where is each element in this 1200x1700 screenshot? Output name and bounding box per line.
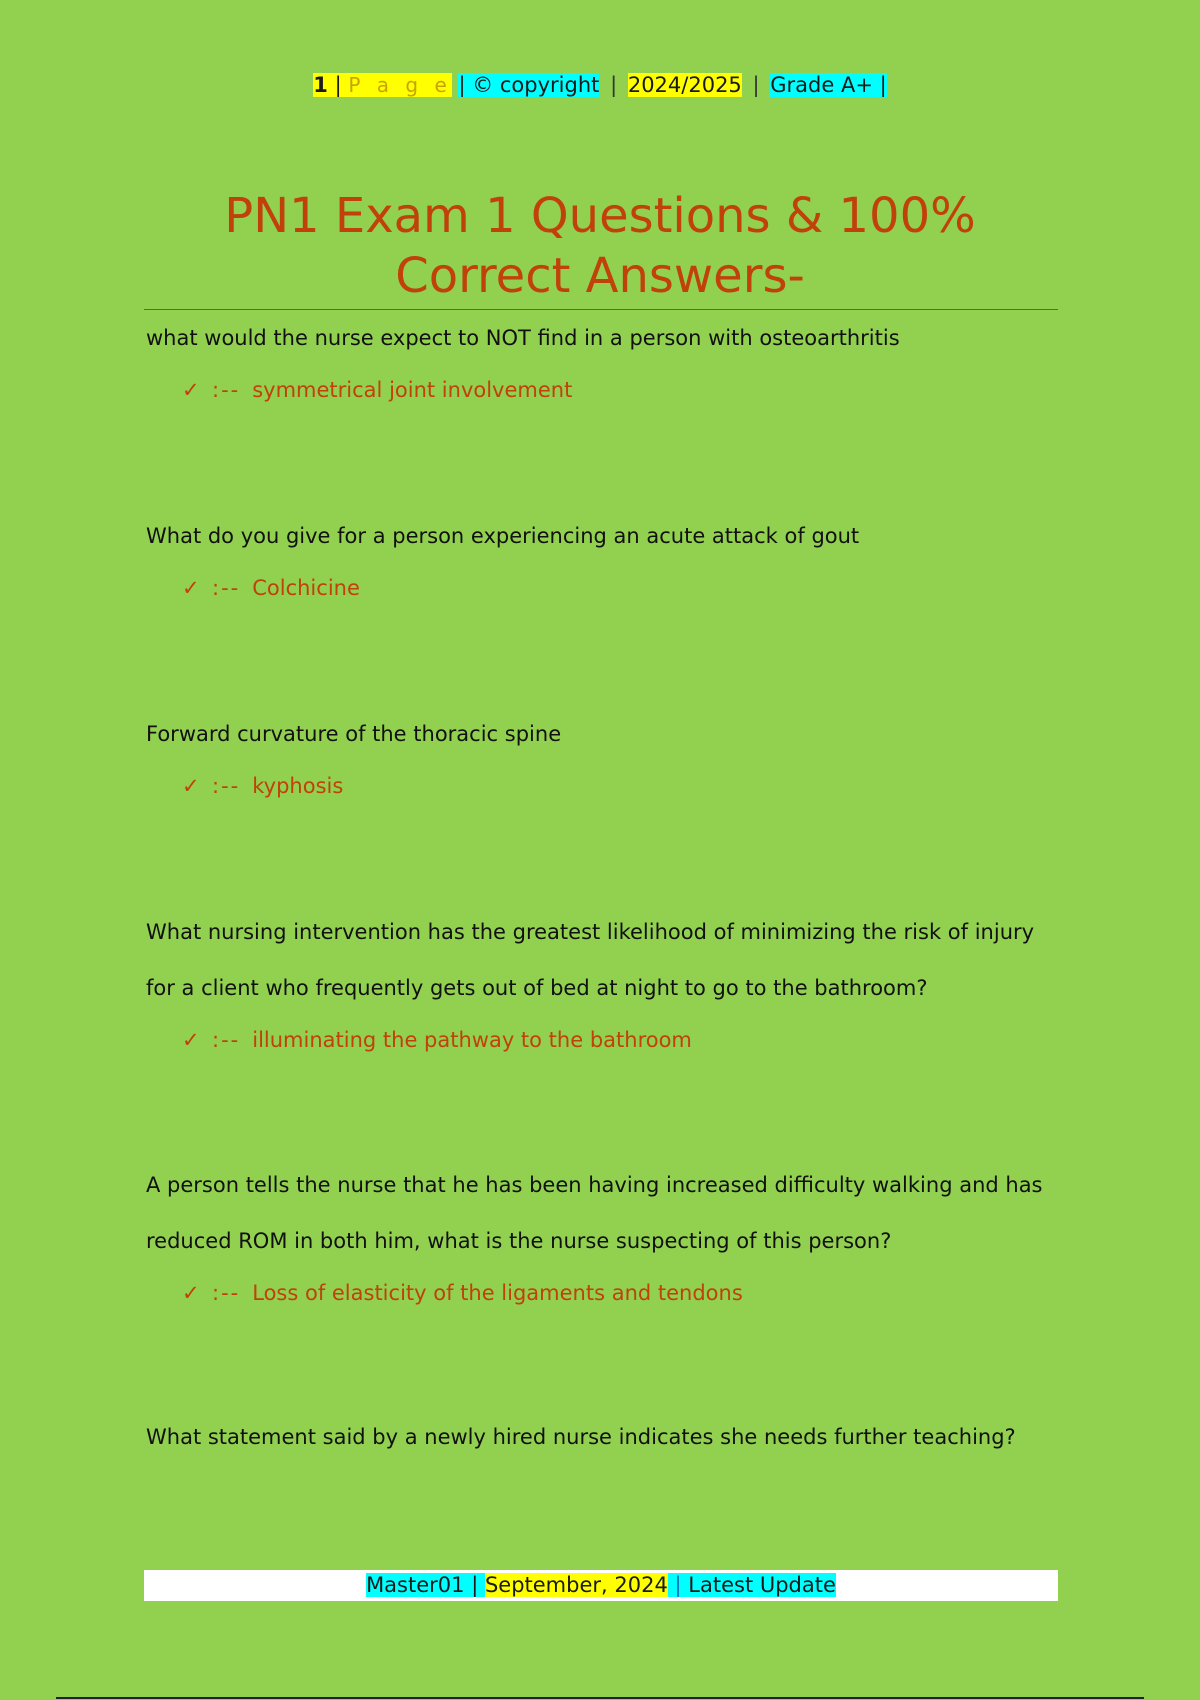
- qa-item: [146, 1409, 1066, 1465]
- qa-item: [146, 706, 1066, 802]
- answer-marker: :--: [212, 774, 241, 798]
- header-year: 2024/2025: [627, 73, 742, 97]
- answer-marker: :--: [212, 1281, 241, 1305]
- answer: [182, 572, 1066, 604]
- header-grade: Grade A+: [770, 73, 873, 97]
- question-text: What nursing intervention has the greatest likelihood of minimizing the risk of injury for a client who frequently gets out of bed at night to go to the bathroom?: [146, 920, 1035, 1000]
- header-grade-tail: |: [879, 73, 887, 97]
- footer-update: Latest Update: [688, 1573, 836, 1597]
- answer-text: kyphosis: [252, 774, 344, 798]
- footer-date: September, 2024: [484, 1573, 668, 1597]
- check-icon: ✓: [182, 378, 200, 402]
- footer-update-group: [668, 1573, 836, 1597]
- question-text: A person tells the nurse that he has been having increased difficulty walking and has reduced ROM in both him, what is the nurse suspecting of this person?: [146, 1173, 1043, 1253]
- question-text: Forward curvature of the thoracic spine: [146, 722, 562, 746]
- footer-author: Master01: [366, 1573, 465, 1597]
- question-text: What do you give for a person experiencing an acute attack of gout: [146, 524, 860, 548]
- bottom-divider: [56, 1697, 1144, 1699]
- answer: [182, 1024, 1066, 1056]
- check-icon: ✓: [182, 774, 200, 798]
- answer-marker: :--: [212, 576, 241, 600]
- footer-pipe-blue: [668, 1573, 688, 1597]
- check-icon: ✓: [182, 576, 200, 600]
- qa-item: [146, 1157, 1066, 1309]
- check-icon: ✓: [182, 1281, 200, 1305]
- question-text: what would the nurse expect to NOT find in a person with osteoarthritis: [146, 326, 900, 350]
- page-header: [0, 70, 1200, 100]
- answer-text: illuminating the pathway to the bathroom: [252, 1028, 692, 1052]
- question-text: What statement said by a newly hired nurse indicates she needs further teaching?: [146, 1425, 1016, 1449]
- header-separator: |: [752, 73, 760, 97]
- header-page-number-group: [313, 73, 451, 97]
- footer-pipe-text: |: [471, 1573, 479, 1597]
- qa-item: [146, 310, 1066, 406]
- qa-item: [146, 508, 1066, 604]
- header-page-number: 1: [313, 73, 328, 97]
- footer-pipe-text: |: [674, 1573, 682, 1597]
- qa-item: [146, 904, 1066, 1056]
- answer: [182, 1277, 1066, 1309]
- document-title: PN1 Exam 1 Questions & 100% Correct Answers-: [224, 188, 976, 304]
- answer-text: Colchicine: [252, 576, 360, 600]
- check-icon: ✓: [182, 1028, 200, 1052]
- answer-text: symmetrical joint involvement: [252, 378, 573, 402]
- answer-text: Loss of elasticity of the ligaments and tendons: [252, 1281, 743, 1305]
- answer-marker: :--: [212, 378, 241, 402]
- header-pipe: |: [334, 73, 342, 97]
- header-separator: |: [610, 73, 618, 97]
- header-page-word: P a g e: [348, 73, 452, 97]
- footer-pipe: [465, 1573, 485, 1597]
- answer: [182, 770, 1066, 802]
- answer-marker: :--: [212, 1028, 241, 1052]
- header-grade-group: [770, 73, 886, 97]
- answer: [182, 374, 1066, 406]
- header-copyright: | © copyright: [458, 73, 600, 97]
- page-footer: [144, 1570, 1058, 1601]
